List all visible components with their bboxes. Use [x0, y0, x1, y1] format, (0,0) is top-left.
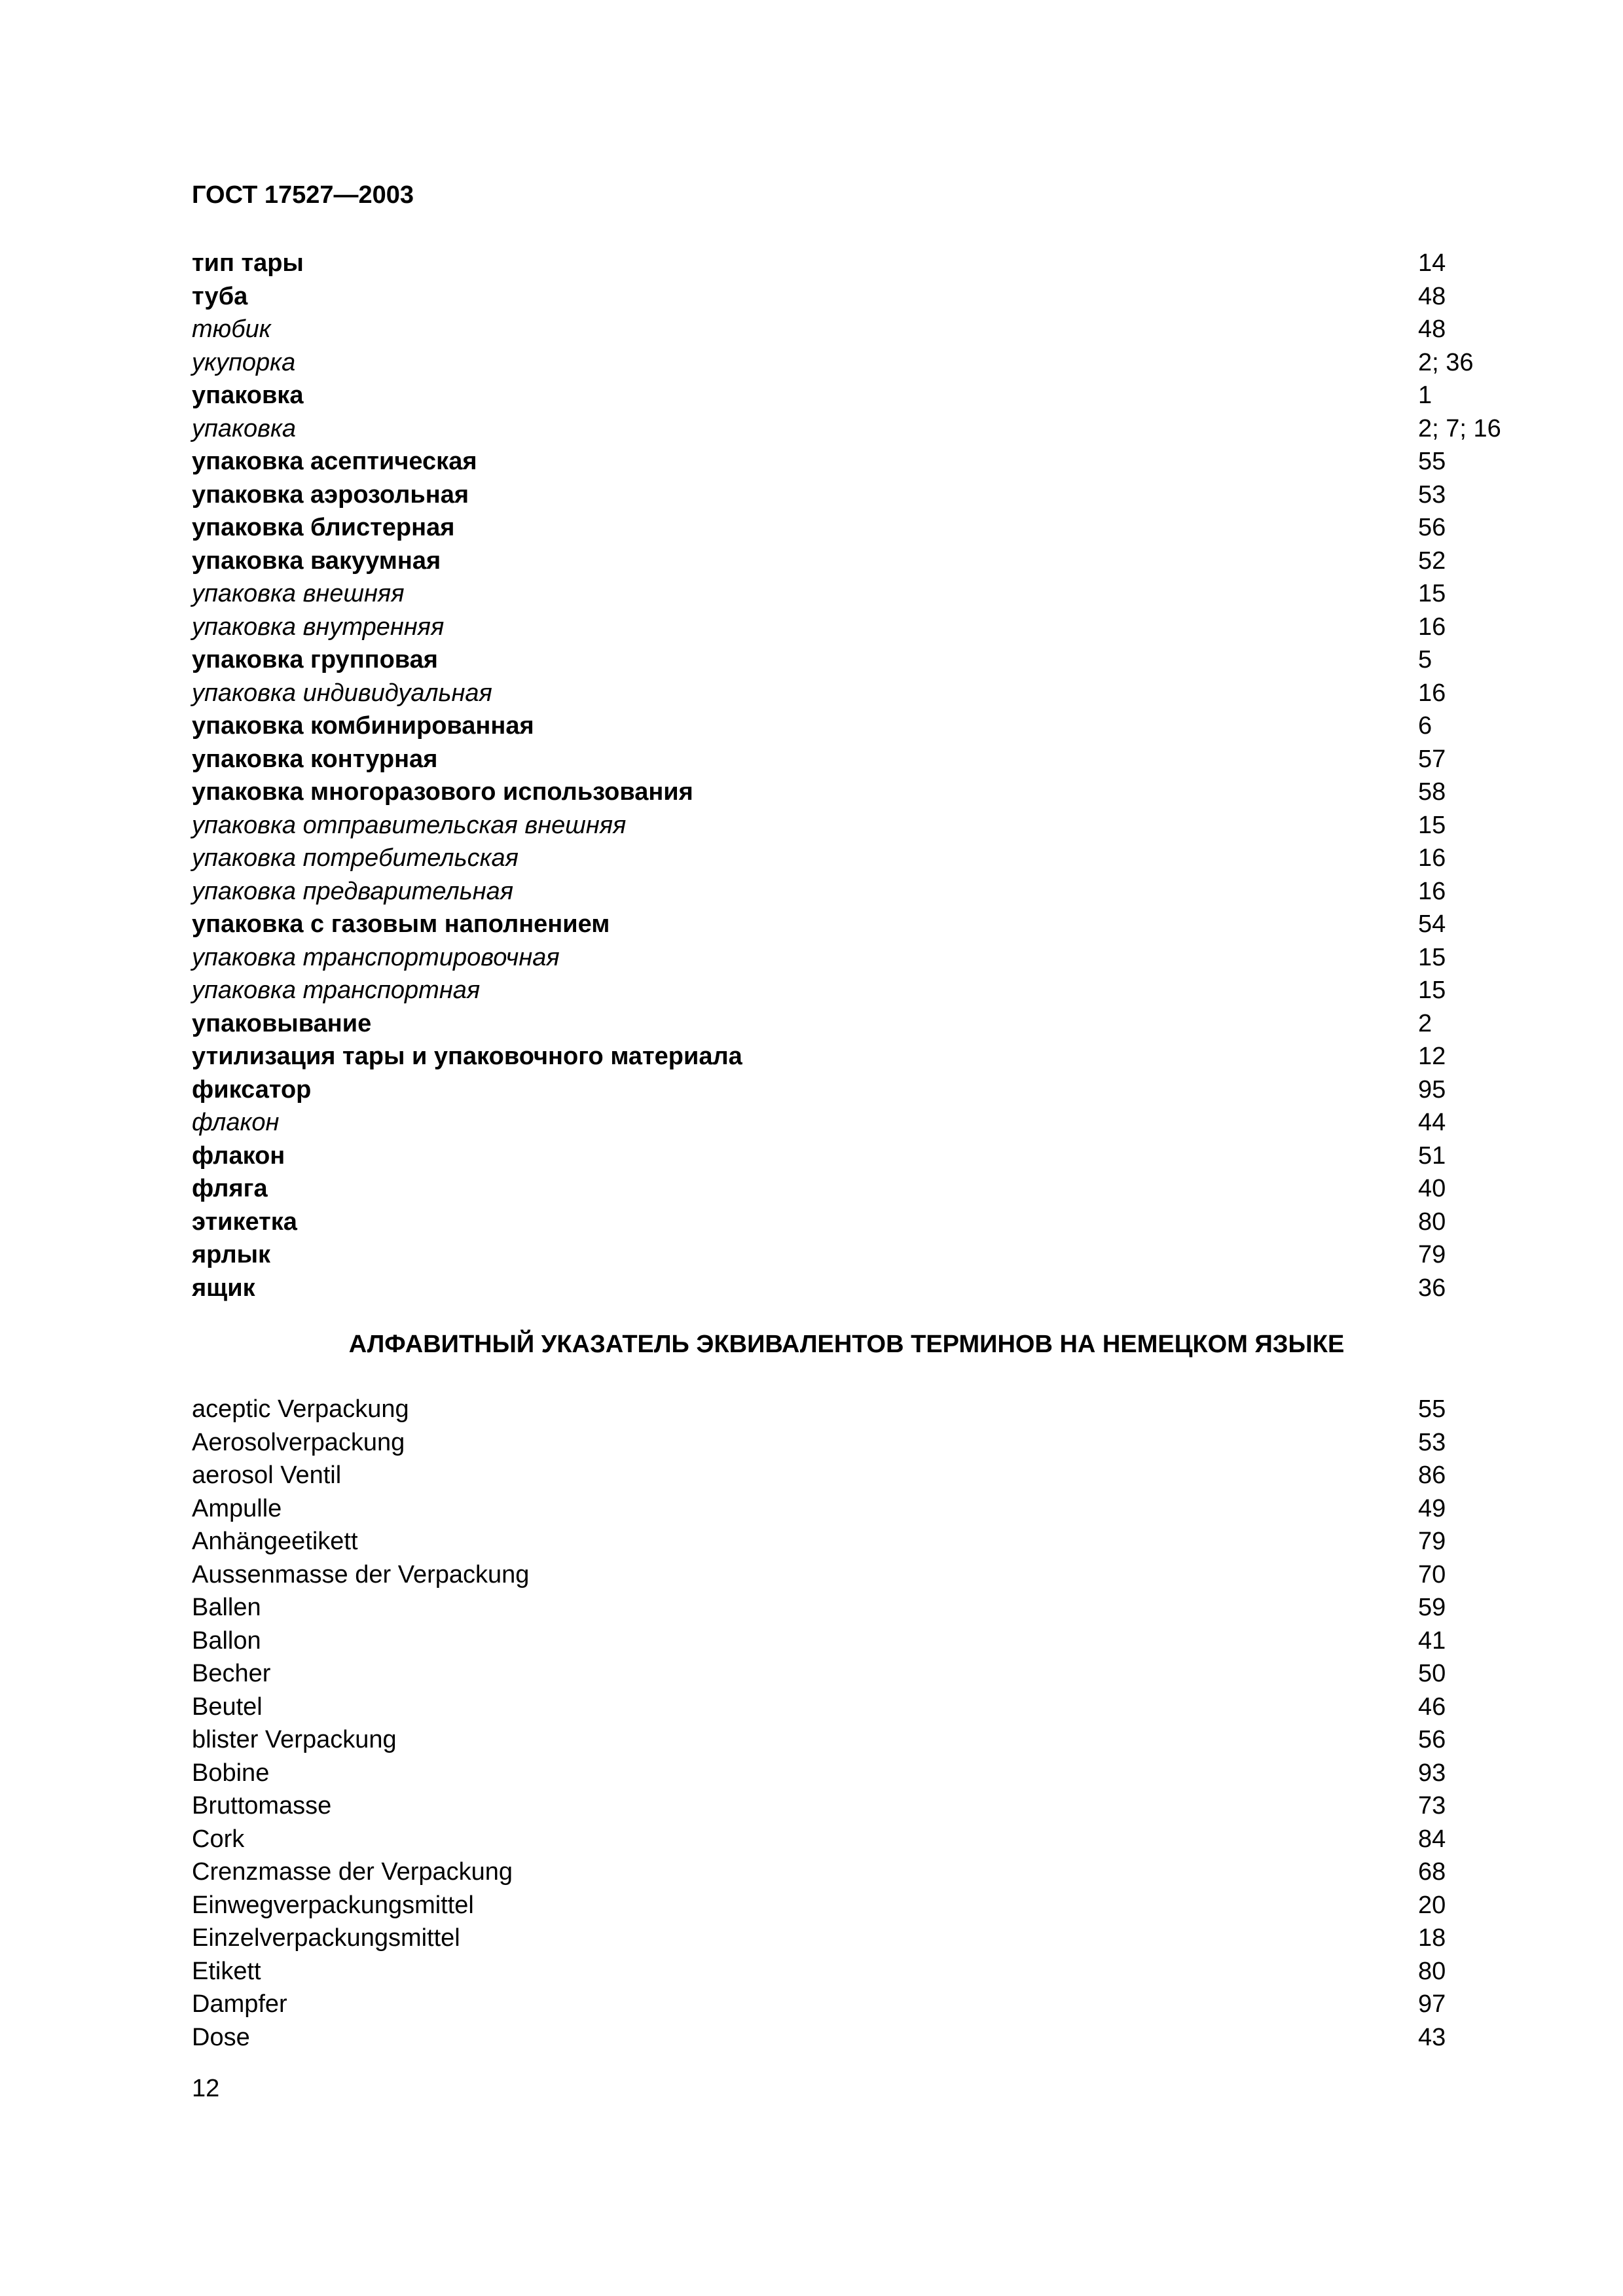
index-ref: 46 [1418, 1693, 1446, 1721]
index-ref: 97 [1418, 1990, 1446, 2018]
index-term: Dampfer [192, 1990, 287, 2018]
index-ref: 84 [1418, 1825, 1446, 1853]
index-term: упаковка аэрозольная [192, 480, 469, 509]
index-term: Bobine [192, 1759, 270, 1787]
index-entry [192, 1426, 1541, 1460]
index-ref: 14 [1418, 249, 1446, 277]
index-term: упаковка многоразового использования [192, 778, 693, 806]
index-entry [192, 1591, 1541, 1624]
index-term: упаковка [192, 414, 297, 442]
document-header: ГОСТ 17527—2003 [192, 181, 414, 209]
index-ref: 16 [1418, 877, 1446, 905]
index-entry [192, 2021, 1541, 2054]
index-entry [192, 611, 1541, 644]
index-ref: 43 [1418, 2023, 1446, 2051]
index-entry [192, 1106, 1541, 1139]
index-term: упаковка с газовым наполнением [192, 910, 610, 938]
index-entry [192, 511, 1541, 545]
index-ref: 16 [1418, 679, 1446, 707]
index-ref: 79 [1418, 1241, 1446, 1268]
index-term: упаковка асептическая [192, 448, 477, 475]
index-term: упаковка [192, 382, 304, 409]
index-entry [192, 1723, 1541, 1757]
index-term: Aerosolverpackung [192, 1428, 405, 1456]
index-entry [192, 1238, 1541, 1272]
index-term: Dose [192, 2023, 250, 2051]
index-entry [192, 412, 1541, 446]
index-entry [192, 941, 1541, 975]
index-entry [192, 247, 1541, 280]
index-ref: 40 [1418, 1175, 1446, 1202]
index-ref: 53 [1418, 1428, 1446, 1456]
index-ref: 80 [1418, 1208, 1446, 1236]
index-ref: 48 [1418, 315, 1446, 343]
index-entry [192, 1272, 1541, 1305]
index-term: Becher [192, 1660, 271, 1687]
index-ref: 73 [1418, 1792, 1446, 1820]
index-term: aceptic Verpackung [192, 1395, 409, 1423]
index-ref: 58 [1418, 778, 1446, 806]
index-entry [192, 743, 1541, 776]
index-ref: 15 [1418, 977, 1446, 1004]
index-term: упаковывание [192, 1009, 372, 1037]
index-ref: 2 [1418, 1009, 1432, 1037]
index-term: Cork [192, 1825, 245, 1853]
index-term: упаковка внешняя [192, 580, 405, 607]
index-entry [192, 478, 1541, 512]
index-ref: 20 [1418, 1891, 1446, 1919]
index-term: Einzelverpackungsmittel [192, 1924, 460, 1952]
index-term: Ballon [192, 1626, 261, 1655]
index-ref: 18 [1418, 1924, 1446, 1952]
index-entry [192, 1040, 1541, 1073]
index-term: упаковка отправительская внешняя [192, 811, 627, 839]
index-ref: 68 [1418, 1858, 1446, 1886]
index-entry [192, 1459, 1541, 1492]
index-term: флакон [192, 1141, 285, 1170]
index-ref: 50 [1418, 1660, 1446, 1687]
index-ref: 15 [1418, 580, 1446, 607]
index-term: тип тары [192, 249, 304, 277]
index-entry [192, 1073, 1541, 1107]
index-entry [192, 1139, 1541, 1173]
index-term: фляга [192, 1175, 268, 1202]
index-term: упаковка предварительная [192, 877, 514, 905]
index-term: Anhängeetikett [192, 1528, 358, 1555]
index-entry [192, 1525, 1541, 1558]
index-entry [192, 643, 1541, 677]
index-term: упаковка блистерная [192, 514, 455, 541]
german-index-heading: АЛФАВИТНЫЙ УКАЗАТЕЛЬ ЭКВИВАЛЕНТОВ ТЕРМИНОВ НА НЕМЕЦКОМ ЯЗЫКЕ [348, 1331, 1345, 1358]
index-term: упаковка транспортировочная [192, 943, 560, 971]
index-term: упаковка внутренняя [192, 613, 445, 641]
index-ref: 55 [1418, 448, 1446, 475]
index-term: упаковка вакуумная [192, 547, 441, 575]
index-term: упаковка комбинированная [192, 712, 534, 740]
index-entry [192, 1823, 1541, 1856]
index-entry [192, 1206, 1541, 1239]
index-entry [192, 776, 1541, 809]
index-ref: 16 [1418, 844, 1446, 872]
index-entry [192, 1691, 1541, 1724]
page-number: 12 [192, 2075, 220, 2102]
index-term: Beutel [192, 1693, 263, 1721]
index-ref: 2; 36 [1418, 348, 1474, 376]
index-term: упаковка транспортная [192, 977, 481, 1004]
index-entry [192, 280, 1541, 314]
index-entry [192, 1988, 1541, 2021]
index-entry [192, 842, 1541, 875]
index-entry [192, 445, 1541, 478]
index-entry [192, 974, 1541, 1007]
index-ref: 6 [1418, 712, 1432, 740]
index-ref: 48 [1418, 282, 1446, 310]
index-ref: 44 [1418, 1109, 1446, 1136]
index-entry [192, 1889, 1541, 1922]
index-entry [192, 875, 1541, 908]
index-term: Aussenmasse der Verpackung [192, 1560, 530, 1588]
index-ref: 59 [1418, 1594, 1446, 1621]
index-ref: 53 [1418, 480, 1446, 509]
index-term: ящик [192, 1274, 255, 1302]
index-term: упаковка потребительская [192, 844, 519, 872]
index-ref: 55 [1418, 1395, 1446, 1423]
index-ref: 79 [1418, 1528, 1446, 1555]
index-term: Ballen [192, 1594, 261, 1621]
index-ref: 86 [1418, 1462, 1446, 1489]
index-term: туба [192, 282, 248, 310]
index-ref: 52 [1418, 547, 1446, 575]
index-ref: 70 [1418, 1560, 1446, 1588]
index-ref: 56 [1418, 514, 1446, 541]
index-ref: 56 [1418, 1726, 1446, 1753]
index-term: упаковка групповая [192, 646, 438, 673]
index-entry [192, 1757, 1541, 1790]
index-ref: 49 [1418, 1494, 1446, 1522]
index-term: blister Verpackung [192, 1726, 397, 1753]
index-term: тюбик [192, 315, 271, 343]
index-ref: 12 [1418, 1043, 1446, 1070]
index-term: укупорка [192, 348, 296, 376]
russian-term-index [192, 247, 1541, 1304]
index-entry [192, 1955, 1541, 1988]
index-entry [192, 313, 1541, 346]
index-entry [192, 677, 1541, 710]
index-ref: 5 [1418, 646, 1432, 673]
index-ref: 80 [1418, 1957, 1446, 1985]
index-term: фиксатор [192, 1075, 312, 1103]
index-entry [192, 346, 1541, 380]
index-ref: 15 [1418, 811, 1446, 839]
index-entry [192, 1172, 1541, 1206]
index-ref: 41 [1418, 1626, 1446, 1655]
index-term: упаковка контурная [192, 745, 438, 773]
index-ref: 95 [1418, 1075, 1446, 1103]
index-ref: 1 [1418, 382, 1432, 409]
index-ref: 57 [1418, 745, 1446, 773]
index-ref: 54 [1418, 910, 1446, 938]
index-ref: 36 [1418, 1274, 1446, 1302]
index-entry [192, 1856, 1541, 1889]
index-ref: 93 [1418, 1759, 1446, 1787]
index-entry [192, 1657, 1541, 1691]
index-term: Etikett [192, 1957, 261, 1985]
index-entry [192, 379, 1541, 412]
index-term: этикетка [192, 1208, 297, 1236]
index-term: Einwegverpackungsmittel [192, 1891, 474, 1919]
index-ref: 51 [1418, 1141, 1446, 1170]
index-entry [192, 545, 1541, 578]
index-term: флакон [192, 1109, 280, 1136]
index-ref: 2; 7; 16 [1418, 414, 1501, 442]
index-entry [192, 1558, 1541, 1592]
index-term: Ampulle [192, 1494, 282, 1522]
index-entry [192, 709, 1541, 743]
index-term: утилизация тары и упаковочного материала [192, 1043, 742, 1070]
index-entry [192, 1624, 1541, 1658]
index-entry [192, 1789, 1541, 1823]
index-term: Crenzmasse der Verpackung [192, 1858, 513, 1886]
index-entry [192, 1922, 1541, 1955]
german-term-index [192, 1393, 1541, 2054]
index-term: aerosol Ventil [192, 1462, 342, 1489]
index-entry [192, 809, 1541, 842]
index-term: упаковка индивидуальная [192, 679, 492, 707]
index-entry [192, 577, 1541, 611]
index-entry [192, 1393, 1541, 1426]
index-term: ярлык [192, 1241, 271, 1268]
index-ref: 15 [1418, 943, 1446, 971]
index-entry [192, 908, 1541, 941]
index-entry [192, 1007, 1541, 1041]
index-entry [192, 1492, 1541, 1526]
index-term: Bruttomasse [192, 1792, 332, 1820]
index-ref: 16 [1418, 613, 1446, 641]
